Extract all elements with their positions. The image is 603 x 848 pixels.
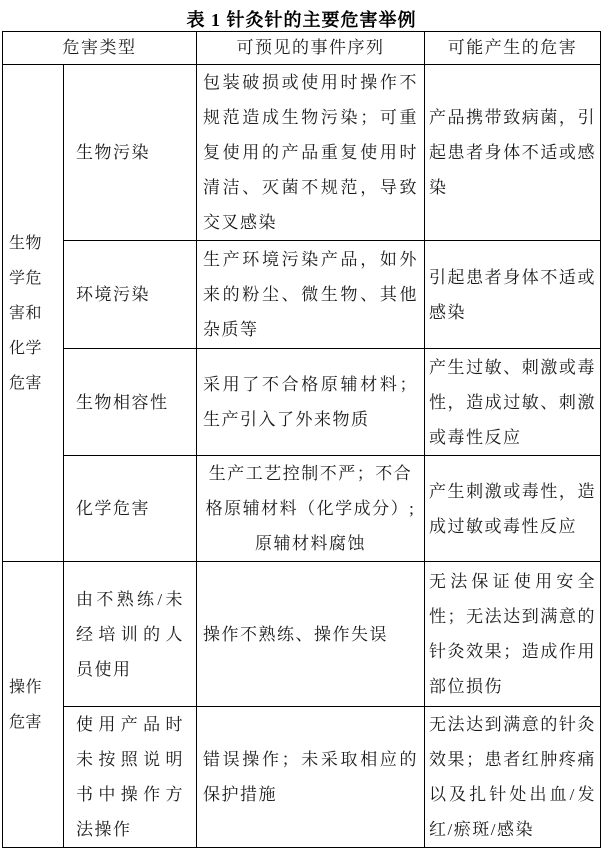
table-row (3, 349, 601, 456)
event-sequence-cell: 错误操作；未采取相应的保护措施 (197, 707, 425, 848)
event-sequence-cell: 生产环境污染产品，如外来的粉尘、微生物、其他杂质等 (197, 241, 425, 349)
table-row (3, 562, 601, 707)
event-sequence-cell: 操作不熟练、操作失误 (197, 562, 425, 707)
possible-harm-cell: 产品携带致病菌，引起患者身体不适或感染 (425, 65, 601, 241)
event-sequence-cell: 包装破损或使用时操作不规范造成生物污染；可重复使用的产品重复使用时清洁、灭菌不规范，导致交叉感染 (197, 65, 425, 241)
table-row (3, 707, 601, 848)
header-event-sequence: 可预见的事件序列 (197, 32, 425, 65)
event-sequence-cell: 生产工艺控制不严；不合格原辅材料（化学成分）;原辅材料腐蚀 (197, 456, 425, 562)
event-sequence-cell: 采用了不合格原辅材料；生产引入了外来物质 (197, 349, 425, 456)
header-hazard-type: 危害类型 (3, 32, 197, 65)
header-possible-harm: 可能产生的危害 (425, 32, 601, 65)
hazard-category-cell: 操作危害 (3, 562, 64, 848)
hazard-type-cell: 化学危害 (64, 456, 197, 562)
possible-harm-cell: 产生过敏、刺激或毒性，造成过敏、刺激或毒性反应 (425, 349, 601, 456)
hazard-type-cell: 使用产品时未按照说明书中操作方法操作 (64, 707, 197, 848)
page-title: 表 1 针灸针的主要危害举例 (186, 10, 417, 30)
hazard-type-cell: 生物相容性 (64, 349, 197, 456)
hazard-category-cell: 生物学危害和化学危害 (3, 65, 64, 562)
table-row (3, 65, 601, 241)
possible-harm-cell: 引起患者身体不适或感染 (425, 241, 601, 349)
table-row (3, 241, 601, 349)
hazard-type-cell: 环境污染 (64, 241, 197, 349)
hazard-table (2, 31, 601, 848)
table-row (3, 456, 601, 562)
table-header-row (3, 32, 601, 65)
hazard-type-cell: 由不熟练/未经培训的人员使用 (64, 562, 197, 707)
possible-harm-cell: 产生刺激或毒性，造成过敏或毒性反应 (425, 456, 601, 562)
possible-harm-cell: 无法保证使用安全性；无法达到满意的针灸效果；造成作用部位损伤 (425, 562, 601, 707)
hazard-type-cell: 生物污染 (64, 65, 197, 241)
possible-harm-cell: 无法达到满意的针灸效果；患者红肿疼痛以及扎针处出血/发红/瘀斑/感染 (425, 707, 601, 848)
